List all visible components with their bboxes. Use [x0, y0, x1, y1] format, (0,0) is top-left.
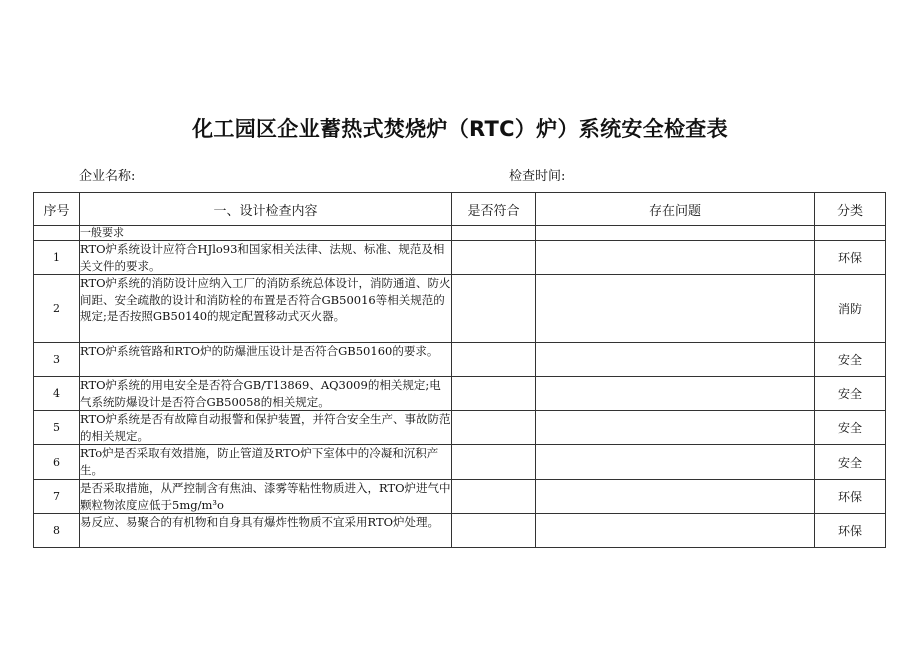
header-category: 分类: [815, 193, 886, 226]
row-compliant-cell[interactable]: [452, 377, 536, 411]
row-category: 环保: [815, 480, 886, 514]
row-issues-cell[interactable]: [536, 445, 815, 480]
row-category: 消防: [815, 275, 886, 343]
row-seq: 5: [34, 411, 80, 445]
row-issues-cell[interactable]: [536, 377, 815, 411]
row-seq: 3: [34, 343, 80, 377]
section-label: 一般要求: [80, 226, 452, 241]
table-row: [34, 377, 886, 411]
row-issues-cell[interactable]: [536, 514, 815, 548]
section-issues-cell: [536, 226, 815, 241]
row-compliant-cell[interactable]: [452, 343, 536, 377]
row-issues-cell[interactable]: [536, 241, 815, 275]
header-compliant: 是否符合: [452, 193, 536, 226]
table-row: [34, 445, 886, 480]
row-compliant-cell[interactable]: [452, 445, 536, 480]
row-seq: 8: [34, 514, 80, 548]
row-content: RTO炉系统的用电安全是否符合GB/T13869、AQ3009的相关规定;电气系统防爆设计是否符合GB50058的相关规定。: [80, 377, 452, 411]
row-compliant-cell[interactable]: [452, 480, 536, 514]
row-compliant-cell[interactable]: [452, 275, 536, 343]
table-row: [34, 480, 886, 514]
header-content: 一、设计检查内容: [80, 193, 452, 226]
row-content: RTO炉系统的消防设计应纳入工厂的消防系统总体设计，消防通道、防火间距、安全疏散的设计和消防栓的布置是否符合GB50016等相关规范的规定;是否按照GB50140的规定配置移动式灭火器。: [80, 275, 452, 343]
header-issues: 存在问题: [536, 193, 815, 226]
header-row: [34, 193, 886, 226]
row-seq: 7: [34, 480, 80, 514]
table-row: [34, 514, 886, 548]
row-compliant-cell[interactable]: [452, 411, 536, 445]
company-name-label: 企业名称:: [79, 169, 136, 184]
row-content: 是否采取措施，从严控制含有焦油、漆雾等粘性物质进入，RTO炉进气中颗粒物浓度应低于5mg/m³o: [80, 481, 451, 512]
row-content: RTo炉是否采取有效措施，防止管道及RTO炉下室体中的冷凝和沉积产生。: [80, 445, 452, 480]
row-content: RTO炉系统管路和RTO炉的防爆泄压设计是否符合GB50160的要求。: [80, 343, 452, 377]
row-issues-cell[interactable]: [536, 480, 815, 514]
header-seq: 序号: [34, 193, 80, 226]
section-row: [34, 226, 886, 241]
row-compliant-cell[interactable]: [452, 514, 536, 548]
row-issues-cell[interactable]: [536, 411, 815, 445]
row-issues-cell[interactable]: [536, 343, 815, 377]
row-category: 安全: [815, 411, 886, 445]
inspection-time-label: 检查时间:: [509, 169, 566, 184]
row-content: RTO炉系统是否有故障自动报警和保护装置，并符合安全生产、事故防范的相关规定。: [80, 412, 451, 443]
row-content: RTO炉系统设计应符合HJlo93和国家相关法律、法规、标准、规范及相关文件的要求。: [80, 241, 452, 275]
section-category-cell: [815, 226, 886, 241]
row-issues-cell[interactable]: [536, 275, 815, 343]
row-category: 安全: [815, 445, 886, 480]
row-seq: 1: [34, 241, 80, 275]
table-row: [34, 411, 886, 445]
section-seq-cell: [34, 226, 80, 241]
row-content: 易反应、易聚合的有机物和自身具有爆炸性物质不宜采用RTO炉处理。: [80, 514, 452, 548]
page-title: 化工园区企业蓄热式焚烧炉（RTC）炉）系统安全检查表: [192, 117, 728, 141]
table-row: [34, 241, 886, 275]
section-compliant-cell: [452, 226, 536, 241]
row-seq: 4: [34, 377, 80, 411]
row-category: 安全: [815, 343, 886, 377]
checklist-table: [33, 192, 886, 548]
table-row: [34, 275, 886, 343]
row-category: 环保: [815, 514, 886, 548]
row-seq: 2: [34, 275, 80, 343]
row-category: 安全: [815, 377, 886, 411]
row-compliant-cell[interactable]: [452, 241, 536, 275]
table-row: [34, 343, 886, 377]
row-seq: 6: [34, 445, 80, 480]
row-category: 环保: [815, 241, 886, 275]
